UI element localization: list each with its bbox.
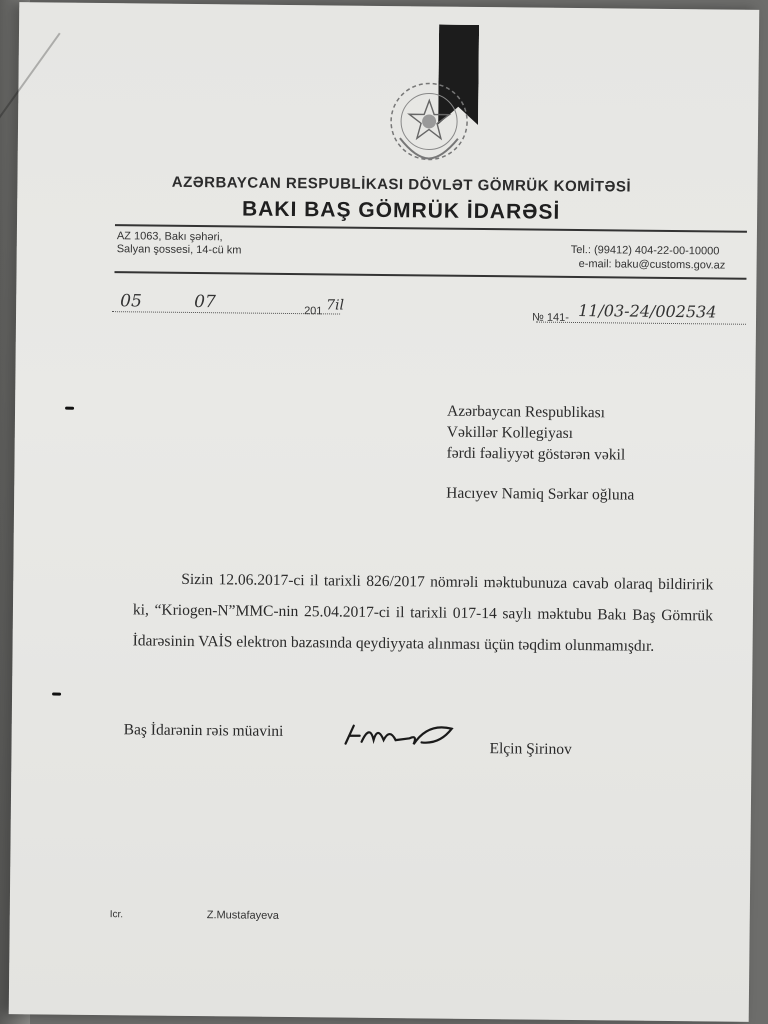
email: e-mail: baku@customs.gov.az — [578, 258, 726, 272]
ministry-name: AZƏRBAYCAN RESPUBLİKASI DÖVLƏT GÖMRÜK KOMİTƏSİ — [171, 173, 632, 196]
office-name: BAKI BAŞ GÖMRÜK İDARƏSİ — [241, 197, 561, 224]
address-line-1: AZ 1063, Bakı şəhəri, — [116, 230, 223, 244]
telephone: Tel.: (99412) 404-22-00-10000 — [570, 243, 720, 258]
address-line-2: Salyan şossesi, 14-cü km — [116, 243, 242, 257]
recipient-line-3: fərdi fəaliyyət göstərən vəkil — [446, 444, 626, 464]
margin-mark — [65, 407, 74, 410]
reference-prefix: № 141- — [531, 311, 569, 324]
date-year-prefix: 201 — [304, 305, 323, 318]
date-year-suffix: 7il — [326, 297, 345, 314]
reference-number: 11/03-24/002534 — [578, 301, 717, 322]
addressee-name: Hacıyev Namiq Sərkar oğluna — [446, 484, 635, 504]
executor-name: Z.Mustafayeva — [206, 909, 279, 922]
header-divider-bottom — [114, 271, 746, 280]
margin-mark — [52, 693, 61, 696]
executor-label: Icr. — [109, 909, 124, 921]
signatory-name: Elçin Şirinov — [489, 740, 572, 758]
letter-body: Sizin 12.06.2017-ci il tarixli 826/2017 nömrəli məktubunuza cavab olaraq bildiririk ki, “Kriogen-N”MMC-nin 25.04.2017-ci il tarixli 017-14 saylı məktubu Bakı Baş Gömrük İdarəsinin VAİS elektron bazasında qeydiyyata alınması üçün təqdim olunmamışdır. — [132, 570, 714, 655]
signatory-title: Baş İdarənin rəis müavini — [123, 721, 284, 740]
recipient-block — [447, 401, 626, 466]
date-day: 05 — [120, 291, 142, 312]
recipient-line-1: Azərbaycan Respublikası — [446, 402, 606, 422]
letter-page — [9, 2, 760, 1022]
handwritten-signature-icon — [339, 718, 459, 753]
recipient-line-2: Vəkillər Kollegiyası — [446, 423, 574, 442]
date-month: 07 — [194, 292, 216, 313]
state-emblem-icon — [386, 78, 473, 165]
